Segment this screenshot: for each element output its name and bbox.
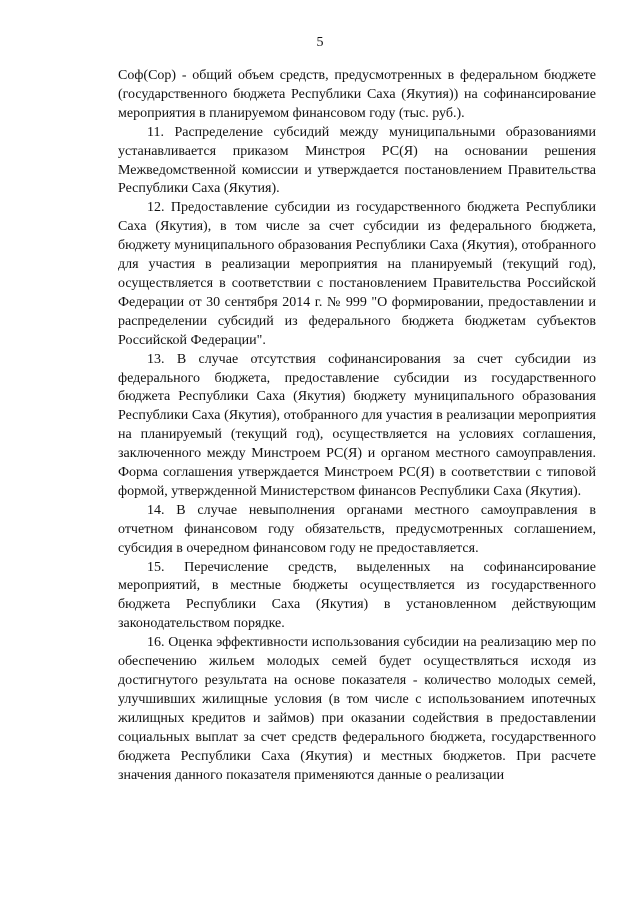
paragraph-13: 13. В случае отсутствия софинансирования за счет субсидии из федерального бюджета, предоставление субсидии из государственного бюджета Республики Саха (Якутия) бюджету муниципального образования Республики Саха (Якутия), отобранного для участия в реализации мероприятия на планируемый (текущий год), осуществляется на условиях соглашения, заключенного между Минстроем РС(Я) и органом местного самоуправления. Форма соглашения утверждается Минстроем РС(Я) в соответствии с типовой формой, утвержденной Министерством финансов Республики Саха (Якутия). (118, 351, 596, 499)
paragraph-16: 16. Оценка эффективности использования субсидии на реализацию мер по обеспечению жильем молодых семей будет осуществляться исходя из достигнутого результата на основе показателя - количество молодых семей, улучшивших жилищные условия (в том числе с использованием ипотечных жилищных кредитов и займов) при оказании содействия в предоставлении социальных выплат за счет средств федерального бюджета, государственного бюджета Республики Саха (Якутия) и местных бюджетов. При расчете значения данного показателя применяются данные о реализации (118, 635, 596, 783)
paragraph-formula-definition: Соф(Сор) - общий объем средств, предусмотренных в федеральном бюджете (государственного бюджета Республики Саха (Якутия)) на софинансирование мероприятия в планируемом финансовом году (тыс. руб.). (118, 68, 596, 121)
paragraph-11: 11. Распределение субсидий между муниципальными образованиями устанавливается приказом Минстроя РС(Я) на основании решения Межведомственной комиссии и утверждается постановлением Правительства Республики Саха (Якутия). (118, 124, 596, 197)
paragraph-12: 12. Предоставление субсидии из государственного бюджета Республики Саха (Якутия), в том числе за счет субсидии из федерального бюджета, бюджету муниципального образования Республики Саха (Якутия), отобранного для участия в реализации мероприятия на планируемый (текущий год), осуществляется в соответствии с постановлением Правительства Российской Федерации от 30 сентября 2014 г. № 999 "О формировании, предоставлении и распределении субсидий из федерального бюджета бюджетам субъектов Российской Федерации". (118, 200, 596, 348)
paragraph-14: 14. В случае невыполнения органами местного самоуправления в отчетном финансовом году обязательств, предусмотренных соглашением, субсидия в очередном финансовом году не предоставляется. (118, 502, 596, 556)
page-number: 5 (316, 35, 324, 50)
document-body (118, 67, 596, 785)
paragraph-15: 15. Перечисление средств, выделенных на софинансирование мероприятий, в местные бюджеты осуществляется из государственного бюджета Республики Саха (Якутия) в установленном действующим законодательством порядке. (118, 559, 596, 632)
